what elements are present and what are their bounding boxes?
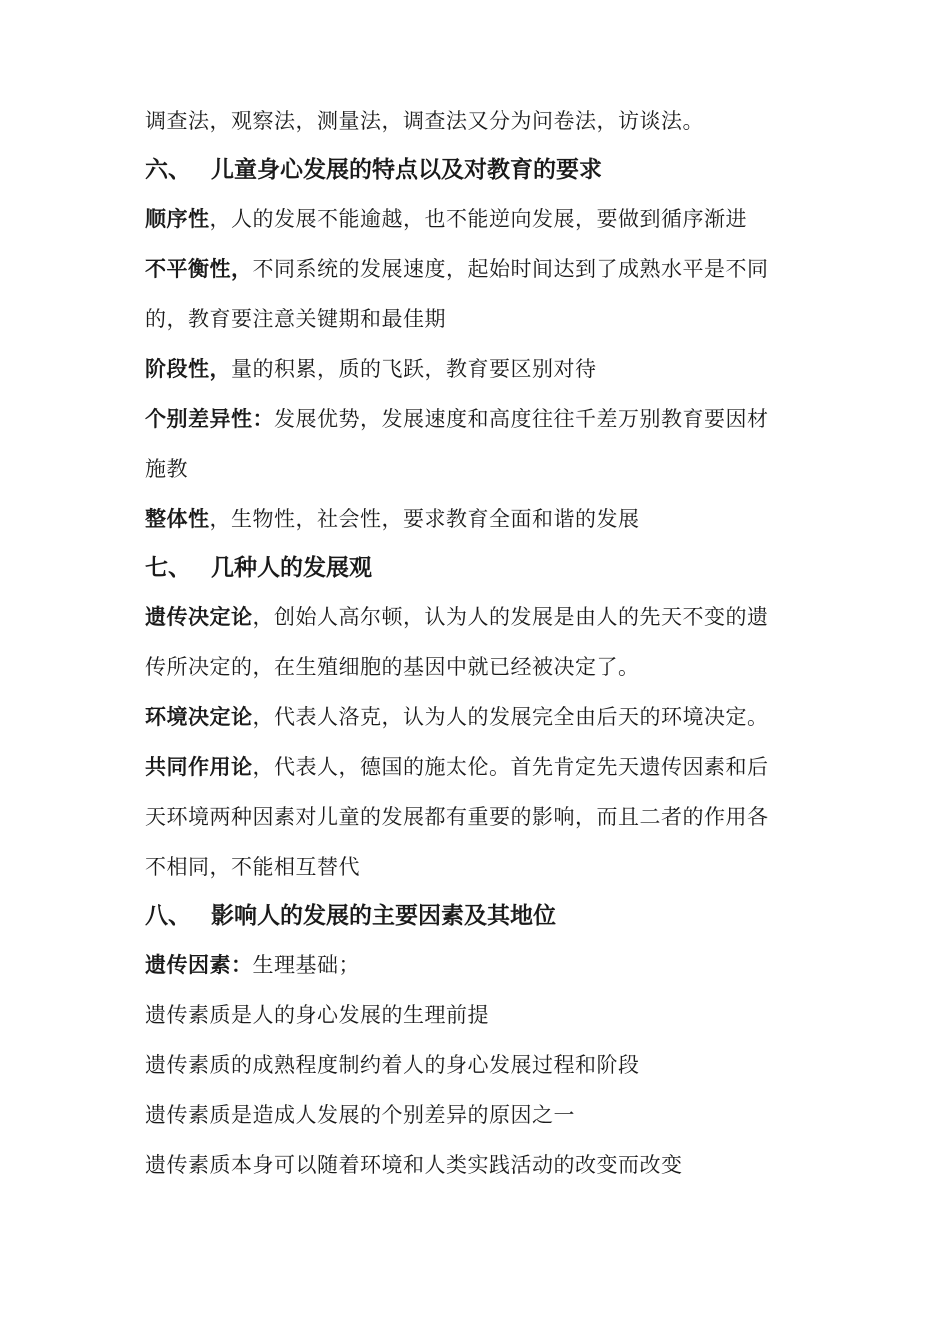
section-heading-8 (145, 892, 805, 940)
section-number: 七、 (145, 555, 191, 581)
term-line: 整体性，生物性，社会性，要求教育全面和谐的发展 (145, 507, 640, 531)
term-line: 阶段性，量的积累，质的飞跃，教育要区别对待 (145, 357, 597, 381)
paragraph-line: 的，教育要注意关键期和最佳期 (145, 307, 446, 331)
bold-term: 顺序性 (145, 207, 210, 231)
bold-term: 环境决定论 (145, 705, 253, 729)
term-line: 遗传因素：生理基础； (145, 953, 360, 977)
section-number: 八、 (145, 903, 191, 929)
paragraph-line: 施教 (145, 457, 188, 481)
term-line: 环境决定论，代表人洛克，认为人的发展完全由后天的环境决定。 (145, 705, 769, 729)
section-heading-7 (145, 544, 805, 592)
bold-term: 个别差异性： (145, 407, 274, 431)
term-line: 共同作用论，代表人，德国的施太伦。首先肯定先天遗传因素和后 (145, 755, 769, 779)
paragraph-line: 天环境两种因素对儿童的发展都有重要的影响，而且二者的作用各 (145, 805, 769, 829)
term-line: 个别差异性：发展优势，发展速度和高度往往千差万别教育要因材 (145, 407, 769, 431)
bold-term: 遗传因素： (145, 953, 253, 977)
document-page (145, 96, 805, 1190)
section-heading-6 (145, 146, 805, 194)
bold-term: 阶段性， (145, 357, 231, 381)
paragraph-line: 遗传素质的成熟程度制约着人的身心发展过程和阶段 (145, 1053, 640, 1077)
term-line: 顺序性，人的发展不能逾越，也不能逆向发展，要做到循序渐进 (145, 207, 747, 231)
bold-term: 不平衡性， (145, 257, 253, 281)
bold-term: 遗传决定论 (145, 605, 253, 629)
section-title: 儿童身心发展的特点以及对教育的要求 (211, 157, 602, 183)
term-line: 遗传决定论，创始人高尔顿，认为人的发展是由人的先天不变的遗 (145, 605, 769, 629)
paragraph-line: 不相同，不能相互替代 (145, 855, 360, 879)
term-line: 不平衡性，不同系统的发展速度，起始时间达到了成熟水平是不同 (145, 257, 769, 281)
paragraph-line: 遗传素质是造成人发展的个别差异的原因之一 (145, 1103, 575, 1127)
paragraph-line: 调查法，观察法，测量法，调查法又分为问卷法，访谈法。 (145, 109, 704, 133)
section-number: 六、 (145, 157, 191, 183)
paragraph-line: 遗传素质本身可以随着环境和人类实践活动的改变而改变 (145, 1153, 683, 1177)
paragraph-line: 传所决定的，在生殖细胞的基因中就已经被决定了。 (145, 655, 640, 679)
bold-term: 整体性 (145, 507, 210, 531)
paragraph-line: 遗传素质是人的身心发展的生理前提 (145, 1003, 489, 1027)
section-title: 几种人的发展观 (211, 555, 372, 581)
bold-term: 共同作用论 (145, 755, 253, 779)
section-title: 影响人的发展的主要因素及其地位 (211, 903, 556, 929)
